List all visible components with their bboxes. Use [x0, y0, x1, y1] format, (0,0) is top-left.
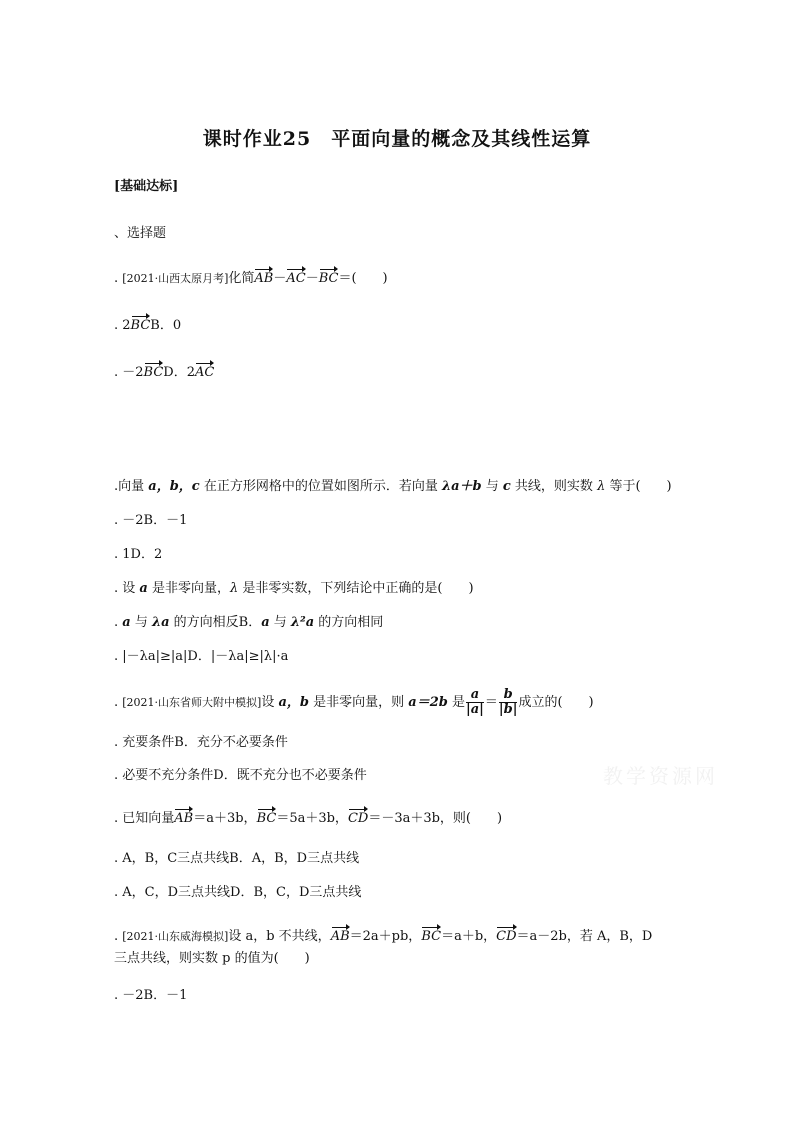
vector-ab: AB: [174, 808, 193, 828]
minus-sign: －: [305, 271, 319, 286]
q3-expression: λ²a: [290, 615, 315, 630]
vector-bc: BC: [144, 362, 164, 382]
q4-text: 是非零向量，则: [309, 695, 409, 710]
section-heading: [基础达标]: [114, 179, 179, 194]
q3-text: 是非零实数，下列结论中正确的是( ): [238, 581, 474, 596]
q2-vectors: a，b，c: [148, 479, 200, 494]
q3-text: 的方向相同: [314, 615, 384, 630]
q2-text: 与: [481, 479, 503, 494]
q1-source: [2021·山西太原月考]: [122, 272, 229, 285]
fraction-a-over-norm-a: [466, 688, 484, 717]
q3-vector-a: a: [139, 581, 148, 596]
vector-ac: AC: [286, 268, 305, 288]
fraction-denominator: |a|: [465, 702, 484, 717]
q4-vectors: a，b: [278, 695, 309, 710]
vector-bc: BC: [257, 808, 277, 828]
q6-source: [2021·山东威海模拟]: [122, 930, 229, 943]
watermark: 教学资源网: [603, 764, 718, 788]
q3-expression: λa: [151, 615, 170, 630]
q5-equation: ＝5a＋3b，: [276, 811, 348, 826]
q2-text: 等于( ): [605, 479, 672, 494]
minus-sign: －: [273, 271, 287, 286]
q6-line-2: 三点共线，则实数 p 的值为( ): [114, 951, 310, 966]
q6-equation: ＝a＋b，: [441, 929, 497, 944]
q2-text: .向量: [114, 479, 149, 494]
q3-option-b: 的方向相反B．: [169, 615, 262, 630]
q6-text: 设 a，b 不共线，: [228, 929, 331, 944]
vector-ab: AB: [331, 926, 350, 946]
q3-text: . 设: [114, 581, 140, 596]
equals-sign: ＝: [484, 695, 498, 710]
q3-options-row-2: . |－λa|≥|a|D．|－λa|≥|λ|·a: [114, 649, 289, 664]
q6-equation: ＝a－2b，若 A，B，D: [516, 929, 653, 944]
question-2: [114, 478, 672, 496]
q5-equation: ＝－3a＋3b，则( ): [368, 811, 503, 826]
q2-lambda: λ: [597, 479, 606, 494]
question-1: [114, 268, 388, 288]
part-heading: 、选择题: [114, 226, 167, 241]
page-title: 课时作业25 平面向量的概念及其线性运算: [202, 128, 592, 150]
q3-options-row-1: [114, 614, 383, 632]
q1-options-row-1: [114, 315, 181, 335]
q6-equation: ＝2a＋pb，: [349, 929, 422, 944]
q3-vector-a: a: [122, 615, 131, 630]
q3-option-a: .: [114, 615, 123, 630]
vector-cd: CD: [348, 808, 368, 828]
q4-prefix: .: [114, 695, 123, 710]
q6-prefix: .: [114, 929, 123, 944]
vector-cd: CD: [496, 926, 516, 946]
q3-lambda: λ: [229, 581, 239, 596]
q1-option-d: D．2: [163, 365, 195, 380]
q1-option-c: . －2: [114, 365, 144, 380]
q3-text: 是非零向量，: [147, 581, 230, 596]
q1-option-a: . 2: [114, 318, 131, 333]
q2-options-row-1: . －2B．－1: [114, 513, 188, 528]
q5-options-row-2: . A，C，D三点共线D．B，C，D三点共线: [114, 885, 362, 900]
question-3: [114, 580, 474, 598]
fraction-numerator: a: [466, 688, 484, 703]
q3-text: 与: [130, 615, 152, 630]
q5-equation: ＝a＋3b，: [193, 811, 257, 826]
fraction-numerator: b: [499, 688, 518, 703]
q3-vector-a: a: [261, 615, 270, 630]
q2-text: 在正方形网格中的位置如图所示．若向量: [199, 479, 442, 494]
q4-text: 是: [447, 695, 465, 710]
fraction-denominator: |b|: [498, 702, 518, 717]
q1-stem-a: 化简: [228, 271, 255, 286]
q5-options-row-1: . A，B，C三点共线B．A，B，D三点共线: [114, 851, 360, 866]
q3-text: 与: [269, 615, 291, 630]
vector-ac: AC: [195, 362, 214, 382]
q1-stem-b: ＝( ): [338, 271, 388, 286]
q2-expression: λa＋b: [441, 479, 482, 494]
q2-text: 共线，则实数: [510, 479, 598, 494]
q4-equation: a＝2b: [408, 695, 448, 710]
vector-ab: AB: [254, 268, 273, 288]
fraction-b-over-norm-b: [499, 688, 518, 717]
vector-bc: BC: [131, 315, 151, 335]
q4-text: 成立的( ): [518, 695, 594, 710]
vector-bc: BC: [421, 926, 441, 946]
q2-options-row-2: . 1D．2: [114, 547, 163, 562]
q5-text: . 已知向量: [114, 811, 175, 826]
q4-options-row-2: . 必要不充分条件D．既不充分也不必要条件: [114, 768, 367, 783]
q4-source: [2021·山东省师大附中模拟]: [122, 696, 262, 709]
q2-vector-c: c: [502, 479, 511, 494]
q6-options-row-1: . －2B．－1: [114, 988, 188, 1003]
vector-bc: BC: [319, 268, 339, 288]
q4-text: 设: [261, 695, 279, 710]
question-5: [114, 808, 502, 828]
question-4: [114, 688, 594, 717]
question-6: [114, 926, 652, 946]
q1-options-row-2: [114, 362, 214, 382]
q1-option-b: B．0: [150, 318, 182, 333]
q1-prefix: .: [114, 271, 119, 286]
q4-options-row-1: . 充要条件B．充分不必要条件: [114, 735, 288, 750]
